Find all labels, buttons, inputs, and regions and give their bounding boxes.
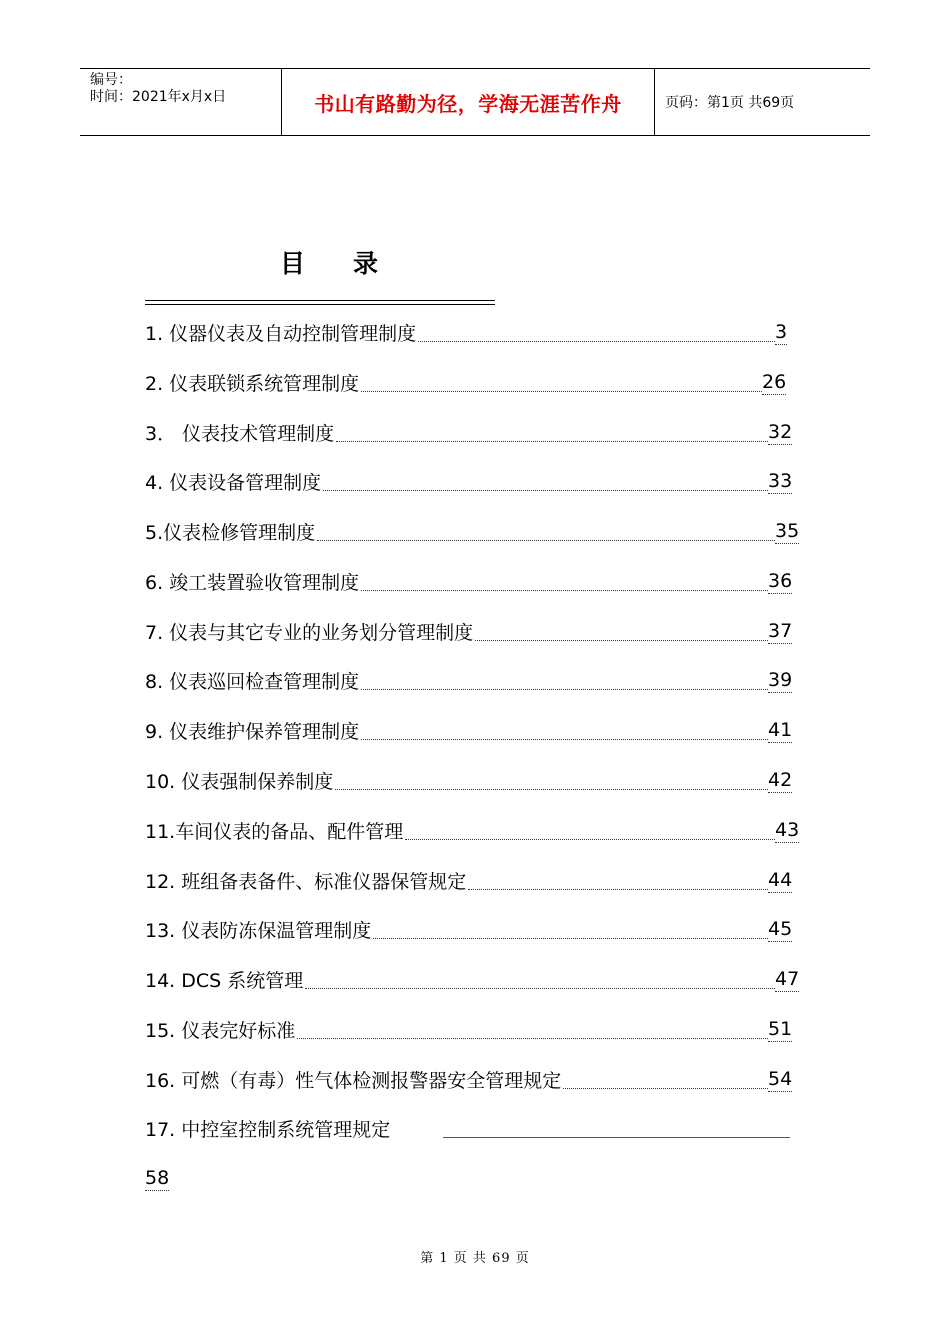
toc-dot-leader <box>443 1137 790 1138</box>
toc-dot-leader <box>418 341 775 342</box>
toc-entry-label: 1. 仪器仪表及自动控制管理制度 <box>145 323 417 345</box>
toc-entry[interactable] <box>145 718 805 746</box>
toc-entry[interactable] <box>145 868 805 896</box>
toc-dot-leader <box>405 839 775 840</box>
header-meta-cell <box>80 69 281 135</box>
document-number-label: 编号： <box>90 72 132 88</box>
toc-entry-label: 15. 仪表完好标准 <box>145 1020 296 1042</box>
toc-entry-page-number: 54 <box>768 1068 793 1090</box>
toc-entry-page-number: 26 <box>762 371 787 393</box>
toc-dot-leader <box>297 1038 768 1039</box>
toc-entry-page-number: 32 <box>768 421 793 443</box>
toc-entry-page-number: 42 <box>768 769 793 791</box>
toc-entry-page-number: 44 <box>768 869 793 891</box>
toc-entry-page-number: 33 <box>768 470 793 492</box>
toc-entry-label: 2. 仪表联锁系统管理制度 <box>145 373 360 395</box>
toc-entry-page-number: 45 <box>768 918 793 940</box>
toc-entry-page-number: 35 <box>775 520 800 542</box>
toc-entry[interactable] <box>145 569 805 597</box>
toc-entry-label: 4. 仪表设备管理制度 <box>145 472 322 494</box>
toc-entry-label: 5.仪表检修管理制度 <box>145 522 316 544</box>
header-motto: 书山有路勤为径，学海无涯苦作舟 <box>314 91 622 116</box>
toc-entry-page-number: 51 <box>768 1018 793 1040</box>
toc-entry-page-number: 36 <box>768 570 793 592</box>
page-footer: 第 1 页 共 69 页 <box>420 1251 530 1266</box>
toc-dot-leader <box>361 689 768 690</box>
document-time-label: 时间：2021年x月x日 <box>90 89 227 105</box>
toc-dot-leader <box>336 441 768 442</box>
toc-entry-label: 12. 班组备表备件、标准仪器保管规定 <box>145 871 467 893</box>
toc-entry[interactable] <box>145 1116 805 1144</box>
toc-entry[interactable] <box>145 469 805 497</box>
toc-entry-page-number: 41 <box>768 719 793 741</box>
toc-entry-label: 11.车间仪表的备品、配件管理 <box>145 821 404 843</box>
header-motto-cell <box>281 69 655 135</box>
toc-entry-page-number: 47 <box>775 968 800 990</box>
header-page-cell <box>655 69 870 135</box>
toc-entry[interactable] <box>145 370 805 398</box>
toc-entry-label: 3． 仪表技术管理制度 <box>145 423 335 445</box>
toc-entry-page-number: 43 <box>775 819 800 841</box>
toc-dot-leader <box>373 938 768 939</box>
toc-dot-leader <box>468 889 768 890</box>
toc-dot-leader <box>305 988 775 989</box>
toc-entry[interactable] <box>145 668 805 696</box>
toc-entry-label: 6. 竣工装置验收管理制度 <box>145 572 360 594</box>
toc-entry-label: 10. 仪表强制保养制度 <box>145 771 334 793</box>
toc-dot-leader <box>475 640 768 641</box>
toc-entry[interactable] <box>145 320 805 348</box>
toc-entry-label: 14. DCS 系统管理 <box>145 970 304 992</box>
toc-entry-label: 9. 仪表维护保养管理制度 <box>145 721 360 743</box>
header-page-info: 页码：第1页 共69页 <box>665 95 795 111</box>
toc-entry[interactable] <box>145 967 805 995</box>
toc-dot-leader <box>563 1088 768 1089</box>
toc-entry-label: 13. 仪表防冻保温管理制度 <box>145 920 372 942</box>
toc-entry-label: 8. 仪表巡回检查管理制度 <box>145 671 360 693</box>
toc-entry-label: 16. 可燃（有毒）性气体检测报警器安全管理规定 <box>145 1070 562 1092</box>
toc-dot-leader <box>317 540 775 541</box>
toc-entry[interactable] <box>145 420 805 448</box>
title-double-rule <box>145 300 495 305</box>
page-header <box>80 68 870 136</box>
toc-entry-page-number: 39 <box>768 669 793 691</box>
toc-entry-page-number: 3 <box>775 321 788 343</box>
toc-entry-label: 17. 中控室控制系统管理规定 <box>145 1119 391 1141</box>
toc-entry[interactable] <box>145 519 805 547</box>
toc-entry[interactable] <box>145 1017 805 1045</box>
toc-dot-leader <box>361 391 762 392</box>
toc-entry[interactable] <box>145 1067 805 1095</box>
toc-entry[interactable] <box>145 818 805 846</box>
toc-entry[interactable] <box>145 768 805 796</box>
toc-dot-leader <box>335 789 768 790</box>
toc-entry[interactable] <box>145 917 805 945</box>
toc-dot-leader <box>361 590 768 591</box>
toc-title: 目录 <box>280 249 427 278</box>
toc-dot-leader <box>361 739 768 740</box>
toc-dot-leader <box>323 490 768 491</box>
toc-entry[interactable] <box>145 619 805 647</box>
toc-trailing-page-number[interactable]: 58 <box>145 1167 170 1189</box>
toc-entry-page-number: 37 <box>768 620 793 642</box>
toc-entry-label: 7. 仪表与其它专业的业务划分管理制度 <box>145 622 474 644</box>
